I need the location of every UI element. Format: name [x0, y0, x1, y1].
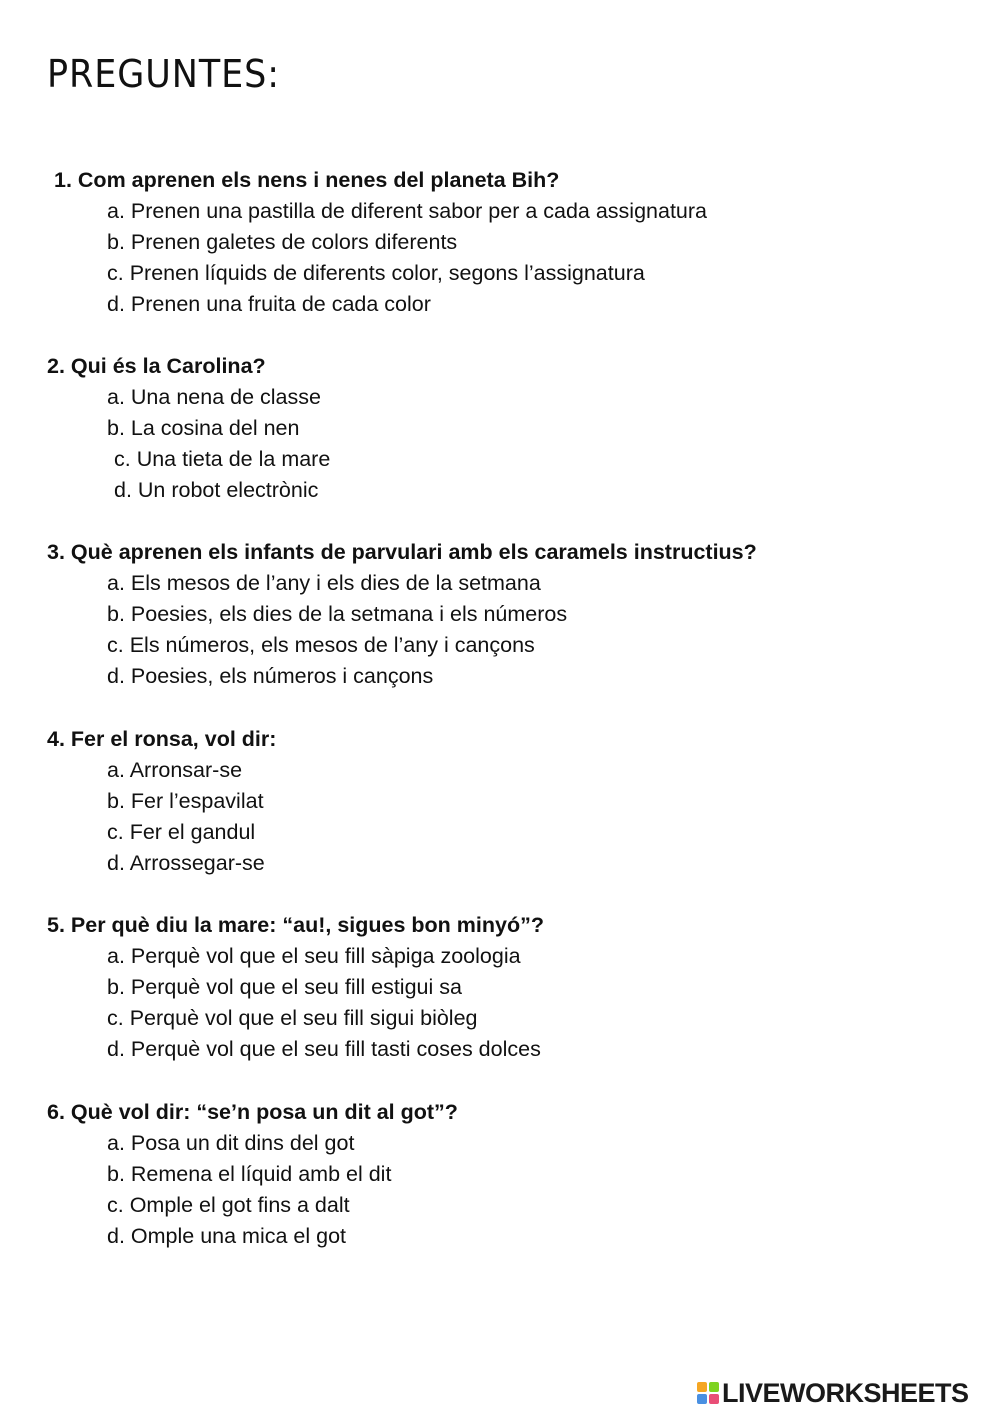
option-c[interactable]: c. Una tieta de la mare	[114, 447, 331, 471]
option-a[interactable]: a. Una nena de classe	[107, 385, 321, 409]
question-text: 4. Fer el ronsa, vol dir:	[47, 727, 277, 751]
question-2	[0, 351, 1000, 506]
option-c[interactable]: c. Fer el gandul	[107, 820, 256, 844]
option-d[interactable]: d. Poesies, els números i cançons	[107, 664, 434, 688]
question-text: 2. Qui és la Carolina?	[47, 354, 266, 378]
logo-square-4	[709, 1394, 719, 1404]
option-list	[0, 382, 1000, 506]
question-text: 3. Què aprenen els infants de parvulari amb els caramels instructius?	[47, 540, 757, 564]
logo-square-1	[697, 1382, 707, 1392]
option-list	[0, 755, 1000, 879]
option-d[interactable]: d. Prenen una fruita de cada color	[107, 292, 431, 316]
page-title: PREGUNTES:	[47, 52, 280, 96]
logo-square-2	[709, 1382, 719, 1392]
option-list	[0, 941, 1000, 1065]
option-b[interactable]: b. Remena el líquid amb el dit	[107, 1162, 392, 1186]
option-d[interactable]: d. Un robot electrònic	[114, 478, 319, 502]
option-c[interactable]: c. Els números, els mesos de l’any i cançons	[107, 633, 535, 657]
logo-square-3	[697, 1394, 707, 1404]
option-a[interactable]: a. Arronsar-se	[107, 758, 243, 782]
liveworksheets-logo[interactable]	[697, 1377, 969, 1409]
question-4	[0, 724, 1000, 879]
question-text: 1. Com aprenen els nens i nenes del planeta Bih?	[54, 168, 560, 192]
option-d[interactable]: d. Omple una mica el got	[107, 1224, 347, 1248]
option-b[interactable]: b. Poesies, els dies de la setmana i els números	[107, 602, 568, 626]
option-b[interactable]: b. Perquè vol que el seu fill estigui sa	[107, 975, 462, 999]
question-text: 6. Què vol dir: “se’n posa un dit al got”?	[47, 1100, 458, 1124]
option-list	[0, 568, 1000, 692]
option-c[interactable]: c. Prenen líquids de diferents color, segons l’assignatura	[107, 261, 645, 285]
logo-text: LIVEWORKSHEETS	[722, 1377, 969, 1408]
question-text: 5. Per què diu la mare: “au!, sigues bon minyó”?	[47, 913, 544, 937]
question-5	[0, 910, 1000, 1065]
option-a[interactable]: a. Els mesos de l’any i els dies de la setmana	[107, 571, 541, 595]
option-a[interactable]: a. Posa un dit dins del got	[107, 1131, 355, 1155]
option-list	[0, 196, 1000, 320]
question-6	[0, 1097, 1000, 1252]
option-a[interactable]: a. Perquè vol que el seu fill sàpiga zoologia	[107, 944, 521, 968]
option-c[interactable]: c. Omple el got fins a dalt	[107, 1193, 350, 1217]
option-b[interactable]: b. Prenen galetes de colors diferents	[107, 230, 458, 254]
option-list	[0, 1128, 1000, 1252]
liveworksheets-logo-icon	[697, 1382, 719, 1404]
option-d[interactable]: d. Arrossegar-se	[107, 851, 265, 875]
option-c[interactable]: c. Perquè vol que el seu fill sigui biòleg	[107, 1006, 478, 1030]
option-b[interactable]: b. Fer l’espavilat	[107, 789, 264, 813]
option-b[interactable]: b. La cosina del nen	[107, 416, 300, 440]
question-1	[0, 165, 1000, 320]
question-3	[0, 537, 1000, 692]
option-a[interactable]: a. Prenen una pastilla de diferent sabor per a cada assignatura	[107, 199, 708, 223]
option-d[interactable]: d. Perquè vol que el seu fill tasti coses dolces	[107, 1037, 541, 1061]
